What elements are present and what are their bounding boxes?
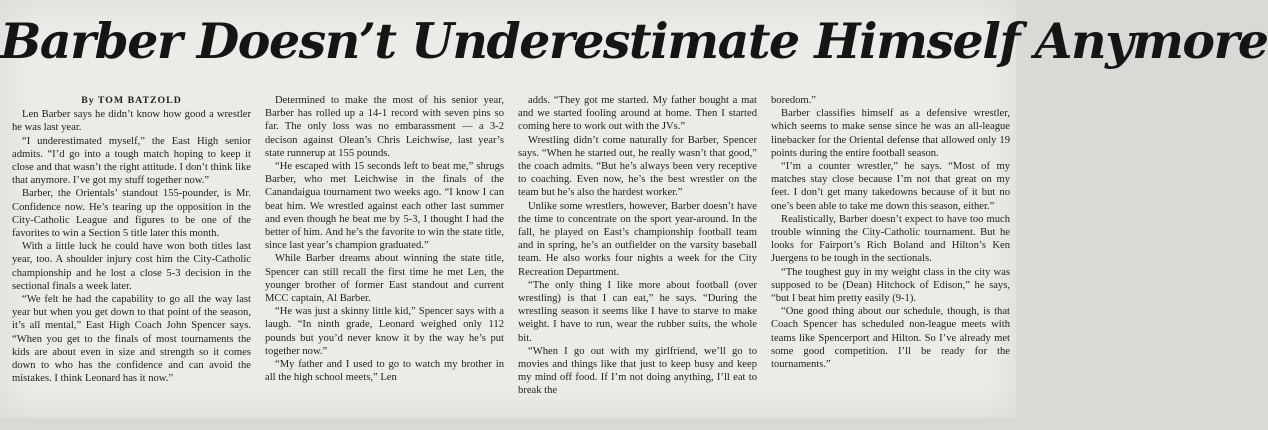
paragraph: “The only thing I like more about football (over wrestling) is that I can eat,” he says. “During the wrestling season it seems like I have to starve to make weight. I have to run, wear the rubber suits, the whole bit. (518, 279, 757, 344)
paragraph: “I underestimated myself,” the East High senior admits. “I’d go into a tough match hoping to keep it close and that wasn’t the right attitude. I don’t think like that anymore. I’ve got my stuff together now.” (12, 135, 251, 187)
paragraph: While Barber dreams about winning the state title, Spencer can still recall the first time he met Len, the younger brother of former East standout and current MCC captain, Al Barber. (265, 253, 504, 305)
paragraph: adds. “They got me started. My father bought a mat and we started fooling around at home. Then I started coming here to work out with the JVs.” (518, 95, 757, 133)
paragraph: Unlike some wrestlers, however, Barber doesn’t have the time to concentrate on the sport year-around. In the fall, he played on East’s championship football team and in spring, he’s an outfielder on the varsity baseball team. He also works four nights a week for the City Recreation Department. (518, 200, 757, 278)
paragraph: “We felt he had the capability to go all the way last year but when you get down to that point of the season, it’s all mental,” East High Coach John Spencer says. “When you get to the finals of most tournaments the kids are about even in size and strength so it comes down to who has the confidence and can avoid the mistakes. I think Leonard has it now.” (12, 294, 251, 385)
article-column-3 (518, 94, 757, 412)
paragraph: “My father and I used to go to watch my brother in all the high school meets,” Len (265, 359, 504, 384)
article-column-1 (12, 94, 251, 412)
paragraph: Barber, the Orientals’ standout 155-pounder, is Mr. Confidence now. He’s tearing up the opposition in the City-Catholic League and figures to be one of the favorites to win a Section 5 title later this month. (12, 188, 251, 240)
paragraph: Len Barber says he didn’t know how good a wrestler he was last year. (12, 109, 251, 134)
byline: By TOM BATZOLD (81, 95, 182, 106)
paragraph: With a little luck he could have won both titles last year, too. A shoulder injury cost him the City-Catholic championship and he lost a close 5-3 decision in the sectional finals a week later. (12, 241, 251, 292)
paragraph: Barber classifies himself as a defensive wrestler, which seems to make sense since he was an all-league linebacker for the Oriental defense that allowed only 19 points during the entire football season. (771, 108, 1010, 159)
paragraph: Realistically, Barber doesn’t expect to have too much trouble winning the City-Catholic tournament. But he looks for Fairport’s Rich Boland and Hilton’s Ken Juergens to be tough in the sectionals. (771, 213, 1010, 265)
paragraph: Wrestling didn’t come naturally for Barber, Spencer says. “When he started out, he really wasn’t that good,” the coach admits. “But he’s always been very receptive to coaching. Even now, he’s the best wrestler on the team but he’s also the hardest worker.” (518, 134, 757, 199)
paragraph: “The toughest guy in my weight class in the city was supposed to be (Dean) Hitchock of Edison,” he says, “but I beat him pretty easily (9-1). (771, 266, 1010, 305)
paragraph: “I’m a counter wrestler,” he says. “Most of my matches stay close because I’m not that great on my feet. I don’t get many takedowns because of it but no one’s been able to take me down this season, either.” (771, 161, 1010, 212)
headline: Barber Doesn’t Underestimate Himself Anymore (0, 12, 1268, 70)
paragraph: “He escaped with 15 seconds left to beat me,” shrugs Barber, who met Leichwise in the finals of the Canandaigua tournament two weeks ago. “I know I can beat him. We wrestled against each other last summer and even though he beat me by 5-3, I thought I had the better of him. And he’s the favorite to win the state title, since last year’s champion graduated.” (265, 161, 504, 252)
paragraph: “When I go out with my girlfriend, we’ll go to movies and things like that just to keep busy and keep my mind off food. If I’m not doing anything, I’ll eat to break the (518, 345, 757, 397)
article-column-2 (265, 94, 504, 412)
paragraph: boredom.” (771, 95, 817, 106)
paragraph: “He was just a skinny little kid,” Spencer says with a laugh. “In ninth grade, Leonard weighed only 112 pounds but you’d never know it by the way he’s put together now.” (265, 306, 504, 357)
paragraph: “One good thing about our schedule, though, is that Coach Spencer has scheduled non-league meets with teams like Spencerport and Hilton. So I’ve already met some good competition. I’ll be ready for the tournaments.” (771, 306, 1010, 371)
article-column-4 (771, 94, 1010, 412)
article-body (12, 94, 1010, 412)
paragraph: Determined to make the most of his senior year, Barber has rolled up a 14-1 record with seven pins so far. The only loss was no embarassment — a 3-2 decison against Olean’s Chris Leichwise, last year’s state runnerup at 155 pounds. (265, 95, 504, 159)
